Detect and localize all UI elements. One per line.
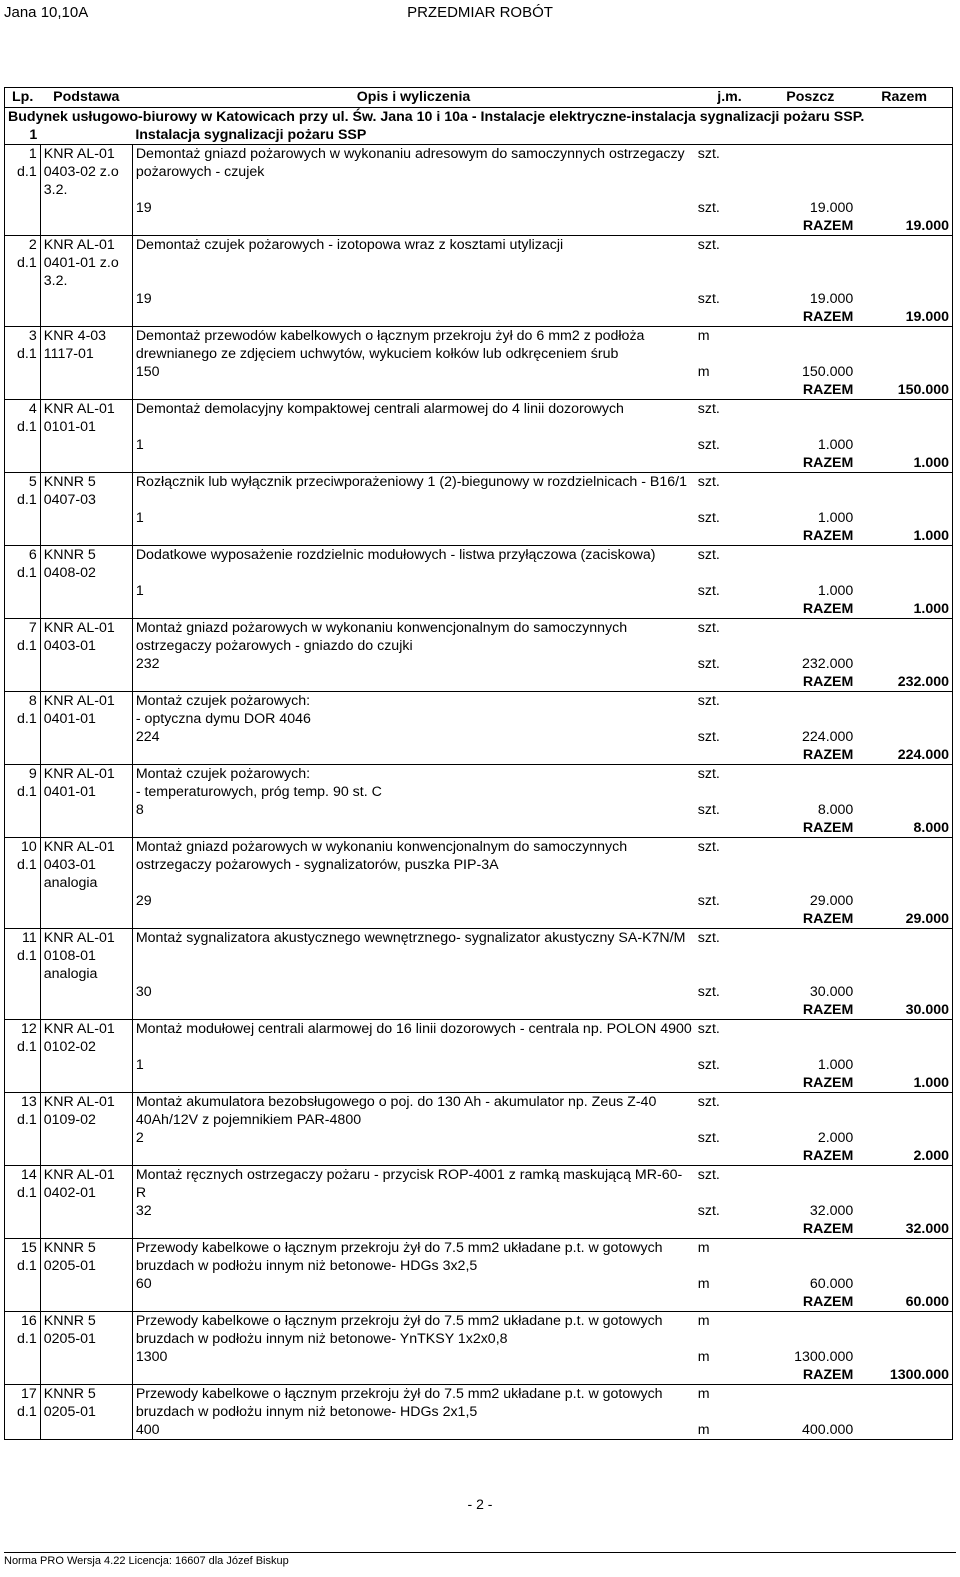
razem-row bbox=[5, 746, 953, 765]
item-quantity: 232 bbox=[132, 655, 694, 673]
item-lp: 13 d.1 bbox=[5, 1093, 41, 1130]
item-quantity-unit: szt. bbox=[697, 1057, 720, 1073]
table-header-row bbox=[5, 88, 953, 108]
item-quantity: 150 bbox=[132, 363, 694, 381]
item-poszcz: 1300.000 bbox=[794, 1349, 854, 1365]
table-row bbox=[5, 327, 953, 364]
item-poszcz: 2.000 bbox=[817, 1130, 854, 1146]
item-unit: szt. bbox=[697, 930, 720, 946]
item-razem: 8.000 bbox=[856, 819, 952, 838]
page-header bbox=[4, 4, 956, 24]
building-row bbox=[5, 108, 953, 127]
item-unit: szt. bbox=[697, 474, 720, 490]
item-description: Montaż modułowej centrali alarmowej do 16 linii dozorowych - centrala np. POLON 4900 bbox=[132, 1020, 694, 1057]
item-razem: 150.000 bbox=[856, 381, 952, 400]
item-razem: 19.000 bbox=[856, 308, 952, 327]
razem-row bbox=[5, 217, 953, 236]
item-description: Demontaż przewodów kabelkowych o łącznym przekroju żył do 6 mm2 z podłoża drewnianego ze zdjęciem uchwytów, wykuciem kołków lub odkręceniem śrub bbox=[132, 327, 694, 364]
razem-row bbox=[5, 673, 953, 692]
razem-row bbox=[5, 527, 953, 546]
section-lp: 1 bbox=[5, 126, 41, 145]
razem-label: RAZEM bbox=[764, 381, 856, 400]
item-unit: m bbox=[697, 1313, 710, 1329]
item-unit: szt. bbox=[697, 547, 720, 563]
razem-label: RAZEM bbox=[764, 1220, 856, 1239]
col-podstawa: Podstawa bbox=[40, 88, 132, 108]
header-address: Jana 10,10A bbox=[4, 4, 89, 21]
item-unit: szt. bbox=[697, 766, 720, 782]
razem-label: RAZEM bbox=[764, 746, 856, 765]
table-row bbox=[5, 692, 953, 729]
item-poszcz: 19.000 bbox=[809, 200, 854, 216]
item-quantity-unit: szt. bbox=[697, 656, 720, 672]
table-row bbox=[5, 400, 953, 437]
table-row bbox=[5, 236, 953, 291]
quantity-row bbox=[5, 1421, 953, 1440]
item-razem: 1.000 bbox=[856, 1074, 952, 1093]
item-razem: 32.000 bbox=[856, 1220, 952, 1239]
quantity-row bbox=[5, 509, 953, 527]
estimate-document bbox=[4, 87, 953, 1440]
item-description: Montaż akumulatora bezobsługowego o poj. do 130 Ah - akumulator np. Zeus Z-40 40Ah/12V z pojemnikiem PAR-4800 bbox=[132, 1093, 694, 1130]
item-description: Przewody kabelkowe o łącznym przekroju żył do 7.5 mm2 układane p.t. w gotowych bruzdach w podłożu innym niż betonowe- HDGs 3x2,5 bbox=[132, 1239, 694, 1276]
building-title: Budynek usługowo-biurowy w Katowicach przy ul. Św. Jana 10 i 10a - Instalacje elektryczne-instalacja sygnalizacji pożaru SSP. bbox=[5, 108, 953, 127]
item-lp: 17 d.1 bbox=[5, 1385, 41, 1422]
item-lp: 7 d.1 bbox=[5, 619, 41, 656]
item-quantity: 1 bbox=[132, 436, 694, 454]
item-unit: szt. bbox=[697, 620, 720, 636]
item-quantity-unit: szt. bbox=[697, 200, 720, 216]
item-podstawa: KNR AL-01 0109-02 bbox=[40, 1093, 132, 1130]
item-quantity: 224 bbox=[132, 728, 694, 746]
item-description: Przewody kabelkowe o łącznym przekroju żył do 7.5 mm2 układane p.t. w gotowych bruzdach w podłożu innym niż betonowe- YnTKSY 1x2x0,8 bbox=[132, 1312, 694, 1349]
razem-row bbox=[5, 308, 953, 327]
item-razem: 60.000 bbox=[856, 1293, 952, 1312]
item-podstawa: KNNR 5 0205-01 bbox=[40, 1385, 132, 1422]
item-razem: 2.000 bbox=[856, 1147, 952, 1166]
item-quantity: 1 bbox=[132, 1056, 694, 1074]
quantity-row bbox=[5, 1202, 953, 1220]
quantity-row bbox=[5, 199, 953, 217]
quantity-row bbox=[5, 582, 953, 600]
item-podstawa: KNR AL-01 0403-02 z.o 3.2. bbox=[40, 145, 132, 200]
item-unit: m bbox=[697, 328, 710, 344]
item-lp: 4 d.1 bbox=[5, 400, 41, 437]
quantity-row bbox=[5, 983, 953, 1001]
razem-row bbox=[5, 381, 953, 400]
item-unit: szt. bbox=[697, 1021, 720, 1037]
item-quantity: 30 bbox=[132, 983, 694, 1001]
quantity-row bbox=[5, 892, 953, 910]
table-row bbox=[5, 765, 953, 802]
item-lp: 12 d.1 bbox=[5, 1020, 41, 1057]
razem-row bbox=[5, 454, 953, 473]
item-poszcz: 19.000 bbox=[809, 291, 854, 307]
item-poszcz: 150.000 bbox=[802, 364, 854, 380]
item-description: Demontaż demolacyjny kompaktowej centrali alarmowej do 4 linii dozorowych bbox=[132, 400, 694, 437]
item-lp: 15 d.1 bbox=[5, 1239, 41, 1276]
item-lp: 2 d.1 bbox=[5, 236, 41, 291]
item-razem: 1.000 bbox=[856, 454, 952, 473]
item-unit: m bbox=[697, 1386, 710, 1402]
item-poszcz: 1.000 bbox=[817, 510, 854, 526]
table-row bbox=[5, 619, 953, 656]
item-poszcz: 60.000 bbox=[809, 1276, 854, 1292]
quantity-row bbox=[5, 1056, 953, 1074]
table-row bbox=[5, 145, 953, 200]
item-podstawa: KNR AL-01 0403-01 bbox=[40, 619, 132, 656]
item-description: Montaż sygnalizatora akustycznego wewnętrznego- sygnalizator akustyczny SA-K7N/M bbox=[132, 929, 694, 984]
item-quantity-unit: m bbox=[697, 1349, 710, 1365]
item-poszcz: 32.000 bbox=[809, 1203, 854, 1219]
quantity-row bbox=[5, 655, 953, 673]
item-quantity: 29 bbox=[132, 892, 694, 910]
razem-label: RAZEM bbox=[764, 819, 856, 838]
item-unit: szt. bbox=[697, 401, 720, 417]
item-unit: szt. bbox=[697, 693, 720, 709]
razem-label: RAZEM bbox=[764, 1001, 856, 1020]
section-title: Instalacja sygnalizacji pożaru SSP bbox=[132, 126, 856, 145]
item-poszcz: 400.000 bbox=[764, 1421, 856, 1440]
item-quantity: 60 bbox=[132, 1275, 694, 1293]
table-row bbox=[5, 1166, 953, 1203]
quantity-row bbox=[5, 363, 953, 381]
col-opis: Opis i wyliczenia bbox=[132, 88, 694, 108]
item-unit: szt. bbox=[697, 1094, 720, 1110]
item-lp: 9 d.1 bbox=[5, 765, 41, 802]
razem-row bbox=[5, 1220, 953, 1239]
footer-license: Norma PRO Wersja 4.22 Licencja: 16607 dla Józef Biskup bbox=[4, 1552, 956, 1567]
item-quantity: 19 bbox=[132, 199, 694, 217]
quantity-row bbox=[5, 290, 953, 308]
item-poszcz: 232.000 bbox=[802, 656, 854, 672]
razem-row bbox=[5, 910, 953, 929]
razem-label: RAZEM bbox=[764, 1293, 856, 1312]
item-quantity-unit: szt. bbox=[697, 893, 720, 909]
item-podstawa: KNR AL-01 0102-02 bbox=[40, 1020, 132, 1057]
razem-row bbox=[5, 1366, 953, 1385]
razem-row bbox=[5, 819, 953, 838]
razem-label: RAZEM bbox=[764, 910, 856, 929]
item-lp: 11 d.1 bbox=[5, 929, 41, 984]
item-podstawa: KNR AL-01 0401-01 z.o 3.2. bbox=[40, 236, 132, 291]
item-poszcz: 30.000 bbox=[809, 984, 854, 1000]
item-description: Przewody kabelkowe o łącznym przekroju żył do 7.5 mm2 układane p.t. w gotowych bruzdach w podłożu innym niż betonowe- HDGs 2x1,5 bbox=[132, 1385, 694, 1422]
item-podstawa: KNNR 5 0407-03 bbox=[40, 473, 132, 510]
razem-label: RAZEM bbox=[764, 673, 856, 692]
item-lp: 14 d.1 bbox=[5, 1166, 41, 1203]
table-row bbox=[5, 1093, 953, 1130]
razem-row bbox=[5, 1147, 953, 1166]
item-razem: 1300.000 bbox=[856, 1366, 952, 1385]
item-quantity: 1 bbox=[132, 582, 694, 600]
item-podstawa: KNR AL-01 0402-01 bbox=[40, 1166, 132, 1203]
item-lp: 10 d.1 bbox=[5, 838, 41, 893]
item-description: Rozłącznik lub wyłącznik przeciwporażeniowy 1 (2)-biegunowy w rozdzielnicach - B16/1 bbox=[132, 473, 694, 510]
item-podstawa: KNNR 5 0205-01 bbox=[40, 1239, 132, 1276]
table-row bbox=[5, 838, 953, 893]
razem-row bbox=[5, 1293, 953, 1312]
item-poszcz: 1.000 bbox=[817, 1057, 854, 1073]
item-razem: 1.000 bbox=[856, 527, 952, 546]
table-row bbox=[5, 473, 953, 510]
item-quantity-unit: m bbox=[697, 364, 710, 380]
item-razem: 30.000 bbox=[856, 1001, 952, 1020]
razem-row bbox=[5, 1074, 953, 1093]
table-row bbox=[5, 546, 953, 583]
item-quantity-unit: szt. bbox=[697, 729, 720, 745]
item-unit: m bbox=[697, 1240, 710, 1256]
razem-label: RAZEM bbox=[764, 1147, 856, 1166]
table-row bbox=[5, 1312, 953, 1349]
item-description: Montaż czujek pożarowych: - temperaturowych, próg temp. 90 st. C bbox=[132, 765, 694, 802]
quantity-row bbox=[5, 801, 953, 819]
page-number: - 2 - bbox=[467, 1496, 493, 1512]
item-quantity: 1300 bbox=[132, 1348, 694, 1366]
item-quantity: 32 bbox=[132, 1202, 694, 1220]
razem-label: RAZEM bbox=[764, 1366, 856, 1385]
item-quantity-unit: szt. bbox=[697, 510, 720, 526]
item-poszcz: 29.000 bbox=[809, 893, 854, 909]
table-row bbox=[5, 1385, 953, 1422]
item-description: Demontaż gniazd pożarowych w wykonaniu adresowym do samoczynnych ostrzegaczy pożarowych - czujek bbox=[132, 145, 694, 200]
item-podstawa: KNNR 5 0408-02 bbox=[40, 546, 132, 583]
razem-label: RAZEM bbox=[764, 454, 856, 473]
item-description: Montaż gniazd pożarowych w wykonaniu konwencjonalnym do samoczynnych ostrzegaczy pożarowych - gniazdo do czujki bbox=[132, 619, 694, 656]
table-row bbox=[5, 1020, 953, 1057]
col-poszcz: Poszcz bbox=[764, 88, 856, 108]
col-lp: Lp. bbox=[5, 88, 41, 108]
item-quantity-unit: m bbox=[695, 1421, 765, 1440]
item-quantity: 19 bbox=[132, 290, 694, 308]
item-description: Montaż ręcznych ostrzegaczy pożaru - przycisk ROP-4001 z ramką maskującą MR-60-R bbox=[132, 1166, 694, 1203]
quantity-row bbox=[5, 1348, 953, 1366]
header-title: PRZEDMIAR ROBÓT bbox=[407, 4, 553, 21]
item-podstawa: KNNR 5 0205-01 bbox=[40, 1312, 132, 1349]
item-quantity-unit: szt. bbox=[697, 437, 720, 453]
item-podstawa: KNR AL-01 0101-01 bbox=[40, 400, 132, 437]
item-lp: 1 d.1 bbox=[5, 145, 41, 200]
item-podstawa: KNR AL-01 0401-01 bbox=[40, 692, 132, 729]
item-razem: 19.000 bbox=[856, 217, 952, 236]
item-razem: 232.000 bbox=[856, 673, 952, 692]
col-jm: j.m. bbox=[695, 88, 765, 108]
quantity-row bbox=[5, 728, 953, 746]
razem-label: RAZEM bbox=[764, 308, 856, 327]
item-description: Montaż czujek pożarowych: - optyczna dymu DOR 4046 bbox=[132, 692, 694, 729]
item-quantity: 2 bbox=[132, 1129, 694, 1147]
item-razem: 29.000 bbox=[856, 910, 952, 929]
item-quantity-unit: szt. bbox=[697, 1203, 720, 1219]
estimate-table bbox=[4, 87, 953, 1440]
quantity-row bbox=[5, 436, 953, 454]
razem-label: RAZEM bbox=[764, 527, 856, 546]
item-podstawa: KNR AL-01 0401-01 bbox=[40, 765, 132, 802]
razem-label: RAZEM bbox=[764, 1074, 856, 1093]
quantity-row bbox=[5, 1129, 953, 1147]
item-unit: szt. bbox=[697, 839, 720, 855]
razem-label: RAZEM bbox=[764, 600, 856, 619]
item-lp: 6 d.1 bbox=[5, 546, 41, 583]
item-description: Demontaż czujek pożarowych - izotopowa wraz z kosztami utylizacji bbox=[132, 236, 694, 291]
item-poszcz: 224.000 bbox=[802, 729, 854, 745]
item-podstawa: KNR AL-01 0403-01 analogia bbox=[40, 838, 132, 893]
section-row bbox=[5, 126, 953, 145]
item-podstawa: KNR AL-01 0108-01 analogia bbox=[40, 929, 132, 984]
item-quantity: 1 bbox=[132, 509, 694, 527]
razem-row bbox=[5, 1001, 953, 1020]
table-row bbox=[5, 1239, 953, 1276]
item-quantity-unit: szt. bbox=[697, 583, 720, 599]
item-quantity-unit: szt. bbox=[697, 1130, 720, 1146]
item-quantity-unit: m bbox=[697, 1276, 710, 1292]
item-unit: szt. bbox=[697, 237, 720, 253]
item-description: Dodatkowe wyposażenie rozdzielnic modułowych - listwa przyłączowa (zaciskowa) bbox=[132, 546, 694, 583]
item-razem: 1.000 bbox=[856, 600, 952, 619]
razem-label: RAZEM bbox=[764, 217, 856, 236]
item-poszcz: 1.000 bbox=[817, 583, 854, 599]
razem-row bbox=[5, 600, 953, 619]
item-quantity: 8 bbox=[132, 801, 694, 819]
item-unit: szt. bbox=[697, 1167, 720, 1183]
item-quantity-unit: szt. bbox=[697, 984, 720, 1000]
item-quantity: 400 bbox=[132, 1421, 694, 1440]
item-poszcz: 8.000 bbox=[817, 802, 854, 818]
col-razem: Razem bbox=[856, 88, 952, 108]
item-description: Montaż gniazd pożarowych w wykonaniu konwencjonalnym do samoczynnych ostrzegaczy pożarowych - sygnalizatorów, puszka PIP-3A bbox=[132, 838, 694, 893]
quantity-row bbox=[5, 1275, 953, 1293]
table-row bbox=[5, 929, 953, 984]
item-poszcz: 1.000 bbox=[817, 437, 854, 453]
item-unit: szt. bbox=[697, 146, 720, 162]
item-lp: 3 d.1 bbox=[5, 327, 41, 364]
item-quantity-unit: szt. bbox=[697, 802, 720, 818]
item-lp: 16 d.1 bbox=[5, 1312, 41, 1349]
item-lp: 8 d.1 bbox=[5, 692, 41, 729]
item-razem: 224.000 bbox=[856, 746, 952, 765]
item-lp: 5 d.1 bbox=[5, 473, 41, 510]
item-podstawa: KNR 4-03 1117-01 bbox=[40, 327, 132, 364]
item-quantity-unit: szt. bbox=[697, 291, 720, 307]
